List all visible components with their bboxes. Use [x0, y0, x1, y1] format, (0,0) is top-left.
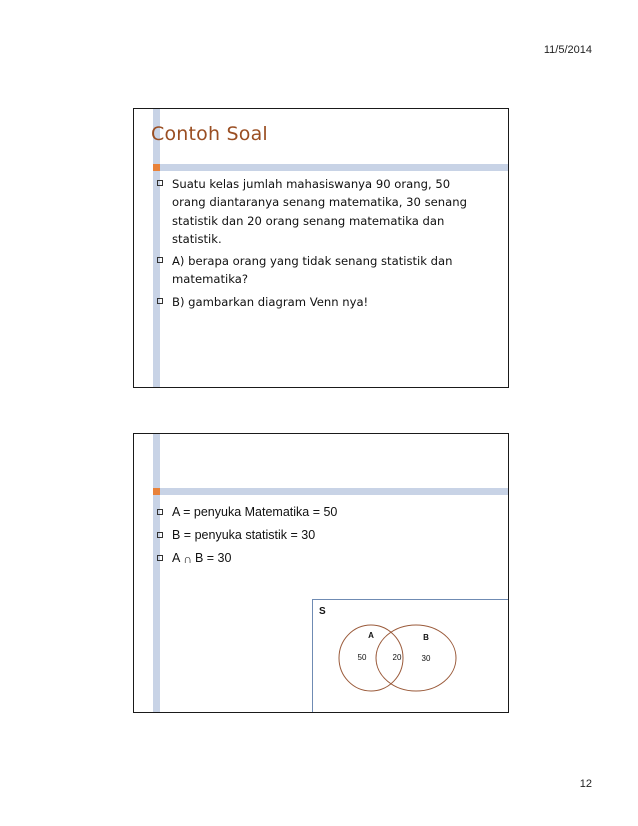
page-number: 12 — [579, 778, 592, 790]
bullet-text: A) berapa orang yang tidak senang statistik dan matematika? — [172, 254, 453, 287]
square-bullet-icon — [157, 532, 163, 538]
bullet-list — [157, 175, 484, 315]
decor-accent-square — [153, 488, 160, 495]
square-bullet-icon — [157, 257, 163, 263]
list-item — [157, 549, 484, 568]
list-item — [157, 503, 484, 522]
square-bullet-icon — [157, 180, 163, 186]
venn-circle-b — [376, 625, 456, 691]
slide-contoh-soal — [133, 108, 509, 388]
bullet-text: B = penyuka statistik = 30 — [172, 528, 316, 542]
bullet-text: A = penyuka Matematika = 50 — [172, 505, 338, 519]
square-bullet-icon — [157, 298, 163, 304]
decor-accent-square — [153, 164, 160, 171]
square-bullet-icon — [157, 555, 163, 561]
list-item — [157, 175, 484, 248]
slide-title: Contoh Soal — [151, 123, 268, 145]
slide-venn-answer — [133, 433, 509, 713]
venn-universe-label: S — [319, 606, 326, 617]
venn-set-a-label: A — [368, 631, 374, 640]
bullet-text-set-b: B = 30 — [194, 551, 232, 565]
decor-bar-top — [160, 488, 509, 495]
decor-bar-left — [153, 434, 160, 712]
bullet-list — [157, 503, 484, 572]
list-item — [157, 526, 484, 545]
venn-diagram-universe — [312, 599, 509, 713]
page-date: 11/5/2014 — [543, 44, 592, 56]
bullet-text-set-a: A — [172, 551, 181, 565]
venn-intersection-value: 20 — [392, 653, 402, 662]
list-item — [157, 293, 484, 311]
bullet-text: B) gambarkan diagram Venn nya! — [172, 294, 369, 309]
venn-diagram — [313, 600, 509, 713]
venn-a-only-value: 50 — [357, 653, 367, 662]
intersection-symbol: ∩ — [183, 552, 192, 566]
list-item — [157, 252, 484, 289]
venn-set-b-label: B — [423, 633, 429, 642]
decor-bar-top — [160, 164, 509, 171]
square-bullet-icon — [157, 509, 163, 515]
bullet-text: Suatu kelas jumlah mahasiswanya 90 orang, 50 orang diantaranya senang matematika, 30 senang statistik dan 20 orang senang matematika dan statistik. — [172, 177, 467, 246]
venn-b-only-value: 30 — [421, 654, 431, 663]
